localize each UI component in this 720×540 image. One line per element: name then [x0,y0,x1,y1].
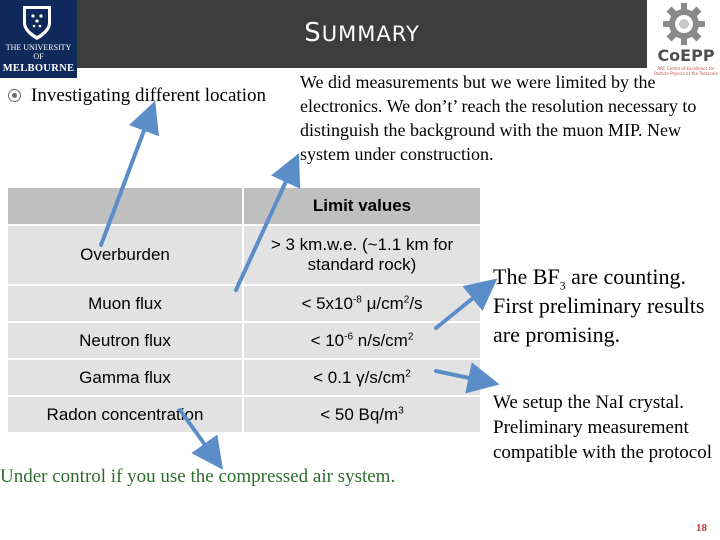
row-value: < 0.1 $\gamma/s/cm^2$ [243,359,481,396]
bullet-text: Investigating different location [31,85,266,106]
university-logo [0,0,77,78]
note-electronics: We did measurements but we were limited by the electronics. We don’t’ reach the resolution necessary to distinguish the background with the muon MIP. New system under construction. [300,72,697,164]
row-value: < $5x10^{-8}$ $\mu/cm^2/s$ [243,285,481,322]
row-value: > 3 km.w.e. (~1.1 km for standard rock) [243,225,481,285]
gear-icon [662,2,706,46]
table-header-limit-values: Limit values [243,187,481,225]
limit-values-table [6,186,482,432]
note-compressed-air: Under control if you use the compressed air system. [0,466,396,487]
logo-line-2: MELBOURNE [2,63,75,74]
row-value: < $10^{-6}$ $n/s/cm^2$ [243,322,481,359]
row-label: Overburden [7,225,243,285]
note-bf3: The $BF_3$ are counting. First preliminary results are promising. [493,264,705,347]
table-row [7,396,481,433]
table-row [7,322,481,359]
logo-line-1: THE UNIVERSITY OF [5,43,72,61]
slide-title: SUMMARY [304,18,420,48]
row-label: Muon flux [7,285,243,322]
coepp-subtitle: ARC Centre of Excellence for Particle Physics at the Terascale [654,66,718,76]
row-value: < 50 $Bq/m^3$ [243,396,481,433]
page-number: 18 [696,522,707,534]
target-bullet-icon [8,89,21,102]
row-label: Gamma flux [7,359,243,396]
row-label: Neutron flux [7,322,243,359]
table-row [7,225,481,285]
coepp-logo [648,0,720,80]
table-header-blank [7,187,243,225]
coepp-name: CoEPP [657,46,715,65]
row-label: Radon concentration [7,396,243,433]
table-row [7,359,481,396]
bullet-item [8,85,266,107]
table-row [7,285,481,322]
crest-icon [22,5,52,41]
note-nai-crystal: We setup the NaI crystal. Preliminary measurement compatible with the protocol [493,392,712,463]
